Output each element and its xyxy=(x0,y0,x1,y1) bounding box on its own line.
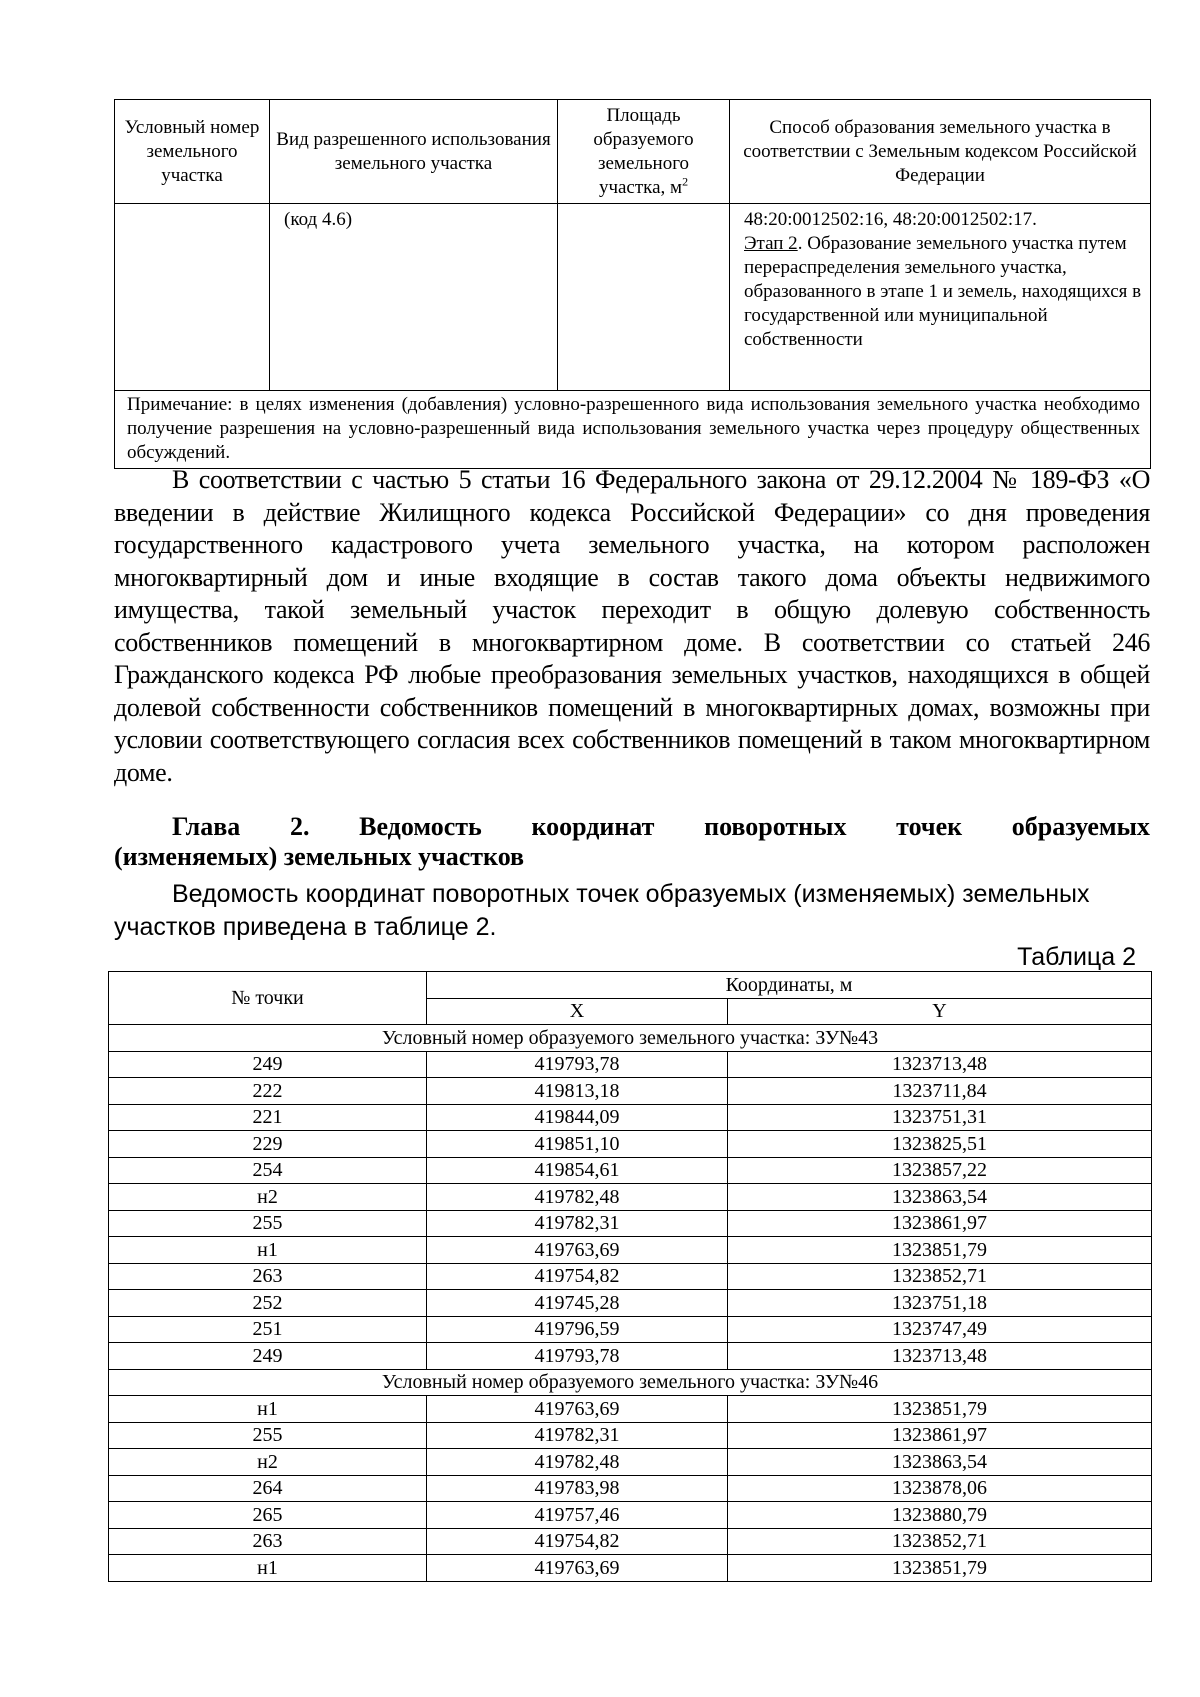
coordinate-row xyxy=(109,1555,1152,1582)
coordinates-table xyxy=(108,971,1152,1582)
y-coordinate-cell: 1323878,06 xyxy=(728,1475,1152,1502)
y-coordinate-cell: 1323880,79 xyxy=(728,1502,1152,1529)
coordinates-header-row xyxy=(109,972,1152,999)
heading-word: поворотных xyxy=(704,812,847,841)
method-stage-label: Этап 2 xyxy=(744,233,798,254)
table-note: Примечание: в целях изменения (добавления) условно-разрешенного вида использования земельного участка необходимо получение разрешения на условно-разрешенный вида использования земельного участка через процедуру общественных обсуждений. xyxy=(115,391,1151,469)
table-caption: Таблица 2 xyxy=(1017,943,1136,971)
header-y: Y xyxy=(728,998,1152,1025)
y-coordinate-cell: 1323852,71 xyxy=(728,1528,1152,1555)
legal-paragraph-text: В соответствии с частью 5 статьи 16 Федерального закона от 29.12.2004 № 189-ФЗ «О введении в действие Жилищного кодекса Российской Федерации» со дня проведения государственного кадастрового учета земельного участка, на котором расположен многоквартирный дом и иные входящие в состав такого дома объекты недвижимого имущества, такой земельный участок переходит в общую долевую собственность собственников помещений в многоквартирном доме. В соответствии со статьей 246 Гражданского кодекса РФ любые преобразования земельных участков, находящихся в общей долевой собственности собственников помещений в многоквартирных домах, возможны при условии соответствующего согласия всех собственников помещений в таком многоквартирном доме. xyxy=(114,465,1150,787)
coordinate-row xyxy=(109,1131,1152,1158)
x-coordinate-cell: 419757,46 xyxy=(427,1502,728,1529)
cell-use-type: (код 4.6) xyxy=(270,204,558,391)
plot-section-title: Условный номер образуемого земельного участка: ЗУ№43 xyxy=(109,1025,1152,1052)
y-coordinate-cell: 1323713,48 xyxy=(728,1051,1152,1078)
point-number-cell: н2 xyxy=(109,1449,427,1476)
x-coordinate-cell: 419763,69 xyxy=(427,1555,728,1582)
y-coordinate-cell: 1323857,22 xyxy=(728,1157,1152,1184)
land-plot-table-note-row xyxy=(115,391,1151,469)
cell-plot-number xyxy=(115,204,270,391)
header-point-number: № точки xyxy=(109,972,427,1025)
x-coordinate-cell: 419745,28 xyxy=(427,1290,728,1317)
point-number-cell: 251 xyxy=(109,1316,427,1343)
point-number-cell: н1 xyxy=(109,1396,427,1423)
area-unit-superscript: 2 xyxy=(682,174,689,189)
coordinate-row xyxy=(109,1051,1152,1078)
point-number-cell: н1 xyxy=(109,1555,427,1582)
table-intro-paragraph xyxy=(114,878,1150,944)
coordinate-row xyxy=(109,1237,1152,1264)
chapter-heading-line2: (изменяемых) земельных участков xyxy=(114,842,525,871)
y-coordinate-cell: 1323751,18 xyxy=(728,1290,1152,1317)
point-number-cell: 249 xyxy=(109,1343,427,1370)
coordinate-row xyxy=(109,1475,1152,1502)
x-coordinate-cell: 419782,48 xyxy=(427,1184,728,1211)
coordinate-row xyxy=(109,1157,1152,1184)
coordinate-row xyxy=(109,1528,1152,1555)
point-number-cell: 255 xyxy=(109,1210,427,1237)
coordinate-row xyxy=(109,1502,1152,1529)
y-coordinate-cell: 1323747,49 xyxy=(728,1316,1152,1343)
method-rest: . Образование земельного участка путем перераспределения земельного участка, образованного в этапе 1 и земель, находящихся в государственной или муниципальной собственности xyxy=(744,233,1142,350)
point-number-cell: 254 xyxy=(109,1157,427,1184)
x-coordinate-cell: 419763,69 xyxy=(427,1237,728,1264)
y-coordinate-cell: 1323852,71 xyxy=(728,1263,1152,1290)
point-number-cell: н1 xyxy=(109,1237,427,1264)
x-coordinate-cell: 419854,61 xyxy=(427,1157,728,1184)
heading-word: Ведомость xyxy=(359,812,482,841)
coordinate-row xyxy=(109,1343,1152,1370)
y-coordinate-cell: 1323861,97 xyxy=(728,1210,1152,1237)
coordinate-row xyxy=(109,1210,1152,1237)
heading-word: Глава xyxy=(172,812,241,841)
cell-area xyxy=(558,204,730,391)
land-plot-table-row xyxy=(115,204,1151,391)
point-number-cell: 249 xyxy=(109,1051,427,1078)
cell-formation-method xyxy=(730,204,1151,391)
y-coordinate-cell: 1323861,97 xyxy=(728,1422,1152,1449)
heading-word: образуемых xyxy=(1011,812,1150,841)
x-coordinate-cell: 419754,82 xyxy=(427,1528,728,1555)
x-coordinate-cell: 419844,09 xyxy=(427,1104,728,1131)
coordinate-row xyxy=(109,1396,1152,1423)
point-number-cell: 255 xyxy=(109,1422,427,1449)
header-formation-method: Способ образования земельного участка в соответствии с Земельным кодексом Российской Федерации xyxy=(730,100,1151,204)
x-coordinate-cell: 419754,82 xyxy=(427,1263,728,1290)
y-coordinate-cell: 1323851,79 xyxy=(728,1396,1152,1423)
x-coordinate-cell: 419782,48 xyxy=(427,1449,728,1476)
header-area xyxy=(558,100,730,204)
coordinates-table-body xyxy=(109,1025,1152,1582)
y-coordinate-cell: 1323863,54 xyxy=(728,1184,1152,1211)
plot-section-row xyxy=(109,1025,1152,1052)
land-plot-table xyxy=(114,99,1151,469)
point-number-cell: 229 xyxy=(109,1131,427,1158)
coordinate-row xyxy=(109,1078,1152,1105)
method-line1: 48:20:0012502:16, 48:20:0012502:17. xyxy=(744,209,1037,230)
y-coordinate-cell: 1323711,84 xyxy=(728,1078,1152,1105)
x-coordinate-cell: 419813,18 xyxy=(427,1078,728,1105)
coordinate-row xyxy=(109,1316,1152,1343)
coordinate-row xyxy=(109,1449,1152,1476)
header-use-type: Вид разрешенного использования земельного участка xyxy=(270,100,558,204)
point-number-cell: 265 xyxy=(109,1502,427,1529)
coordinate-row xyxy=(109,1290,1152,1317)
x-coordinate-cell: 419783,98 xyxy=(427,1475,728,1502)
point-number-cell: 263 xyxy=(109,1263,427,1290)
y-coordinate-cell: 1323751,31 xyxy=(728,1104,1152,1131)
plot-section-row xyxy=(109,1369,1152,1396)
coordinate-row xyxy=(109,1184,1152,1211)
point-number-cell: 222 xyxy=(109,1078,427,1105)
point-number-cell: 263 xyxy=(109,1528,427,1555)
point-number-cell: 221 xyxy=(109,1104,427,1131)
point-number-cell: н2 xyxy=(109,1184,427,1211)
x-coordinate-cell: 419782,31 xyxy=(427,1210,728,1237)
heading-word: точек xyxy=(896,812,963,841)
legal-paragraph xyxy=(114,464,1150,789)
heading-word: 2. xyxy=(289,812,310,841)
point-number-cell: 252 xyxy=(109,1290,427,1317)
table-intro-text: Ведомость координат поворотных точек образуемых (изменяемых) земельных участков приведена в таблице 2. xyxy=(114,880,1090,941)
y-coordinate-cell: 1323863,54 xyxy=(728,1449,1152,1476)
header-coordinates: Координаты, м xyxy=(427,972,1152,999)
y-coordinate-cell: 1323713,48 xyxy=(728,1343,1152,1370)
plot-section-title: Условный номер образуемого земельного участка: ЗУ№46 xyxy=(109,1369,1152,1396)
x-coordinate-cell: 419851,10 xyxy=(427,1131,728,1158)
y-coordinate-cell: 1323851,79 xyxy=(728,1237,1152,1264)
chapter-heading xyxy=(114,812,1150,872)
header-x: X xyxy=(427,998,728,1025)
x-coordinate-cell: 419782,31 xyxy=(427,1422,728,1449)
y-coordinate-cell: 1323825,51 xyxy=(728,1131,1152,1158)
coordinate-row xyxy=(109,1104,1152,1131)
x-coordinate-cell: 419796,59 xyxy=(427,1316,728,1343)
chapter-heading-line1 xyxy=(114,812,1150,842)
land-plot-table-header-row xyxy=(115,100,1151,204)
heading-word: координат xyxy=(531,812,655,841)
coordinate-row xyxy=(109,1263,1152,1290)
coordinate-row xyxy=(109,1422,1152,1449)
header-area-text: Площадь образуемого земельного участка, м xyxy=(593,104,694,198)
x-coordinate-cell: 419793,78 xyxy=(427,1343,728,1370)
x-coordinate-cell: 419763,69 xyxy=(427,1396,728,1423)
header-plot-number: Условный номер земельного участка xyxy=(115,100,270,204)
y-coordinate-cell: 1323851,79 xyxy=(728,1555,1152,1582)
x-coordinate-cell: 419793,78 xyxy=(427,1051,728,1078)
point-number-cell: 264 xyxy=(109,1475,427,1502)
